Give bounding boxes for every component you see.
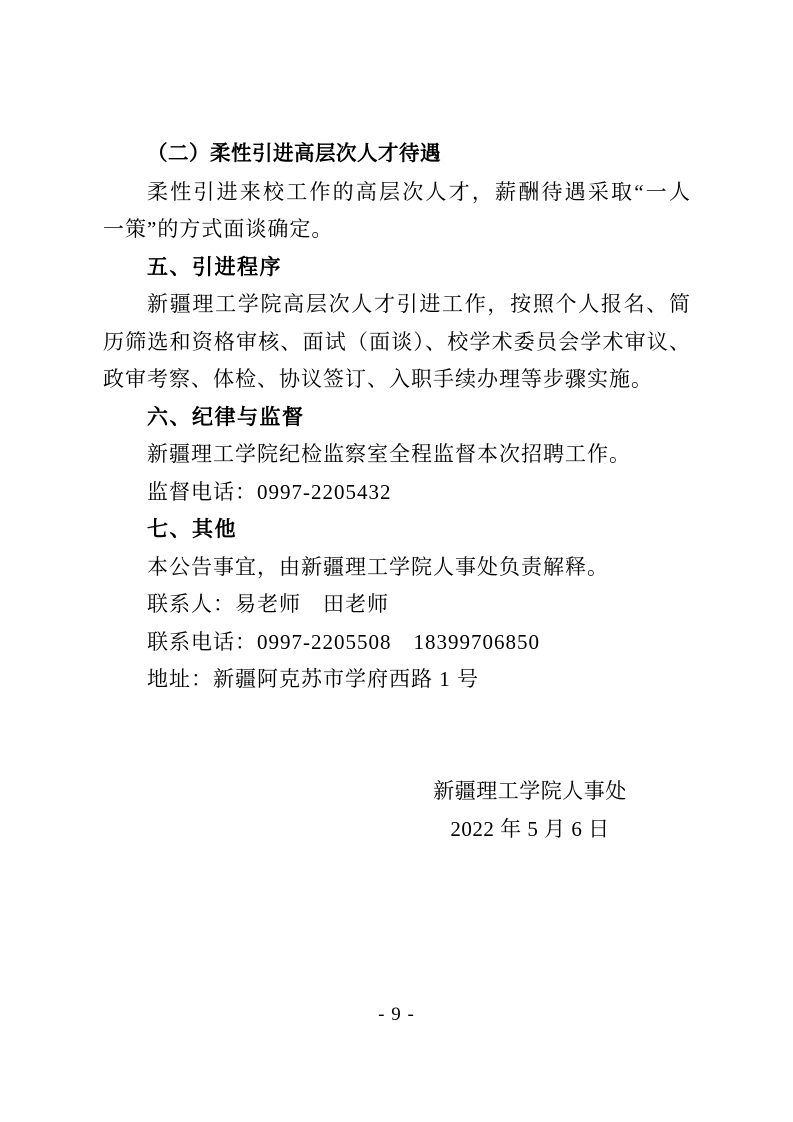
section-heading: 七、其他	[147, 518, 237, 541]
body-text-line: 地址：新疆阿克苏市学府西路 1 号	[147, 667, 479, 691]
body-text-line: 新疆理工学院高层次人才引进工作，按照个人报名、简	[147, 292, 690, 316]
body-text-line: 监督电话：0997-2205432	[147, 479, 392, 504]
body-text-line: 一策”的方式面谈确定。	[103, 217, 334, 241]
subsection-heading: （二）柔性引进高层次人才待遇	[147, 143, 441, 165]
body-text-line: 政审考察、体检、协议签订、入职手续办理等步骤实施。	[103, 367, 653, 391]
signature-org: 新疆理工学院人事处	[433, 779, 627, 803]
body-text-line: 新疆理工学院纪检监察室全程监督本次招聘工作。	[147, 442, 631, 466]
signature-date: 2022 年 5 月 6 日	[450, 817, 610, 841]
section-heading: 六、纪律与监督	[147, 405, 305, 429]
page-number: - 9 -	[378, 1004, 415, 1025]
body-text-line: 本公告事宜，由新疆理工学院人事处负责解释。	[147, 554, 609, 579]
body-text-line: 联系人：易老师 田老师	[147, 592, 389, 616]
document-content	[103, 136, 690, 699]
body-text-line: 历筛选和资格审核、面试（面谈）、校学术委员会学术审议、	[103, 329, 690, 354]
body-text-line: 柔性引进来校工作的高层次人才，薪酬待遇采取“一人	[147, 179, 690, 204]
signature-block	[400, 772, 660, 848]
body-text-line: 联系电话：0997-2205508 18399706850	[147, 629, 540, 654]
section-heading: 五、引进程序	[147, 255, 282, 279]
